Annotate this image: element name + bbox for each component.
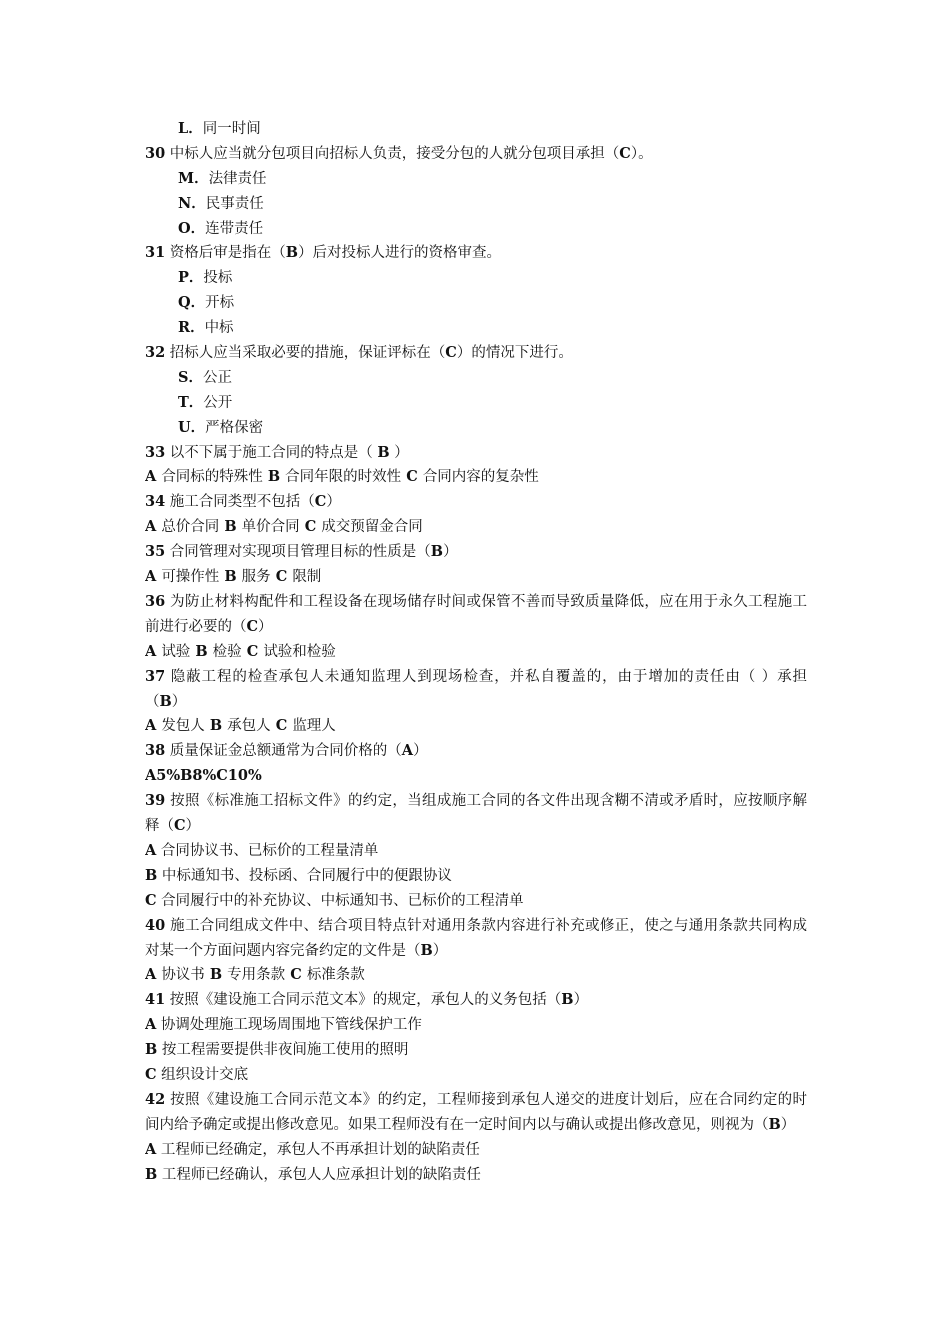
question-line — [145, 142, 807, 167]
choice-text: 成交预留金合同 — [321, 519, 423, 536]
choice-key: B — [219, 518, 242, 536]
choice-key: B — [145, 1041, 158, 1059]
question-line — [145, 540, 807, 565]
choice-key: C — [285, 966, 307, 984]
choice-key: C — [270, 568, 293, 586]
question-text: 按照《建设施工合同示范文本》的规定，承包人的义务包括（ — [169, 992, 562, 1009]
choice-key: A — [145, 642, 162, 660]
question-text: 为防止材料构配件和工程设备在现场储存时间或保管不善而导致质量降低，应在用于永久工程施工前进行必要的（ — [145, 593, 808, 635]
answer-letter: C — [174, 817, 186, 835]
choices-line — [145, 515, 807, 540]
choice-text: A5%B8%C10% — [145, 767, 262, 785]
option-key: U — [178, 418, 191, 436]
question-line — [145, 1088, 807, 1138]
option-text: 公正 — [202, 369, 232, 386]
choice-key: C — [299, 518, 322, 536]
choice-text: 合同年限的时效性 — [285, 469, 402, 486]
choice-text: 按工程需要提供非夜间施工使用的照明 — [161, 1042, 409, 1059]
choice-text: 总价合同 — [161, 519, 220, 536]
choice-text: 承包人 — [227, 718, 271, 735]
option-key: N — [178, 194, 192, 212]
question-line — [145, 490, 807, 515]
question-text: 隐蔽工程的检查承包人未通知监理人到现场检查，并私自覆盖的，由于增加的责任由（ ）承担（ — [145, 668, 808, 710]
answer-letter: A — [401, 742, 414, 760]
choices-line — [145, 465, 807, 490]
choice-text: 工程师已经确认，承包人人应承担计划的缺陷责任 — [161, 1166, 481, 1183]
question-text-end: ） — [389, 444, 409, 461]
question-line — [145, 739, 807, 764]
question-line — [145, 590, 807, 640]
choice-text: 单价合同 — [241, 519, 300, 536]
option-text: 民事责任 — [205, 195, 264, 212]
answer-letter: B — [159, 692, 172, 710]
question-number: 39 — [145, 792, 166, 810]
question-number: 41 — [145, 991, 166, 1009]
question-number: 42 — [145, 1090, 166, 1108]
option-line — [145, 316, 807, 341]
option-key: M — [178, 169, 195, 187]
question-text-end: ） — [326, 494, 341, 511]
choices-line — [145, 565, 807, 590]
option-separator: ． — [190, 219, 206, 237]
choice-line — [145, 1038, 807, 1063]
option-line — [145, 291, 807, 316]
choices-line — [145, 963, 807, 988]
answer-letter: C — [246, 617, 259, 635]
option-separator: ． — [190, 294, 206, 312]
answer-letter: B — [430, 543, 444, 561]
question-line — [145, 914, 807, 964]
question-number: 38 — [145, 742, 166, 760]
choice-key: B — [204, 717, 228, 735]
question-list — [145, 117, 807, 1187]
choice-key: B — [204, 966, 228, 984]
choice-text: 试验 — [161, 643, 191, 660]
question-number: 40 — [145, 916, 166, 934]
question-number: 32 — [145, 344, 166, 362]
option-text: 开标 — [205, 295, 235, 312]
answer-letter: C — [619, 144, 631, 162]
choice-text: 试验和检验 — [263, 643, 336, 660]
question-text-end: ） — [443, 544, 458, 561]
choice-key: B — [190, 642, 213, 660]
choices-line — [145, 764, 807, 789]
choice-key: B — [145, 1165, 158, 1183]
question-text: 质量保证金总额通常为合同价格的（ — [169, 743, 402, 760]
option-text: 连带责任 — [205, 220, 264, 237]
choice-text: 合同内容的复杂性 — [422, 469, 539, 486]
question-text: 施工合同组成文件中、结合项目特点针对通用条款内容进行补充或修正，使之与通用条款共同构成对某一个方面问题内容完备约定的文件是（ — [145, 917, 808, 959]
choice-line — [145, 1013, 807, 1038]
option-line — [145, 192, 807, 217]
answer-letter: C — [445, 344, 457, 362]
choice-line — [145, 1063, 807, 1088]
choice-line — [145, 889, 807, 914]
question-text-end: ） — [780, 1116, 796, 1133]
question-line — [145, 665, 807, 715]
question-text: 资格后审是指在（ — [169, 245, 286, 262]
choice-text: 标准条款 — [306, 967, 365, 984]
option-line — [145, 167, 807, 192]
choices-line — [145, 714, 807, 739]
option-key: O — [178, 219, 191, 237]
option-line — [145, 117, 807, 142]
question-text: 合同管理对实现项目管理目标的性质是（ — [169, 544, 431, 561]
choices-line — [145, 640, 807, 665]
option-key: P — [178, 269, 189, 287]
choice-key: A — [145, 966, 162, 984]
option-line — [145, 416, 807, 441]
question-line — [145, 988, 807, 1013]
question-text-end: ） — [413, 743, 428, 760]
question-line — [145, 241, 807, 266]
question-number: 35 — [145, 543, 166, 561]
answer-letter: B — [420, 941, 433, 959]
option-key: S — [178, 368, 189, 386]
question-text: 施工合同类型不包括（ — [169, 494, 315, 511]
choice-key: B — [145, 866, 158, 884]
choice-text: 专用条款 — [227, 967, 286, 984]
choice-text: 合同协议书、已标价的工程量清单 — [160, 842, 379, 859]
option-separator: ． — [190, 418, 206, 436]
choice-key: B — [219, 568, 242, 586]
question-line — [145, 789, 807, 839]
choice-key: A — [145, 841, 157, 859]
choice-key: C — [145, 1065, 157, 1083]
question-number: 37 — [145, 667, 166, 685]
question-number: 36 — [145, 592, 166, 610]
option-text: 投标 — [203, 270, 233, 287]
choice-key: A — [145, 717, 162, 735]
question-text-end: ） — [258, 618, 273, 635]
choice-text: 可操作性 — [161, 569, 220, 586]
answer-letter: B — [768, 1115, 781, 1133]
question-text-end: ）。 — [630, 145, 653, 162]
option-key: T — [178, 393, 189, 411]
question-text-end: ） — [185, 818, 201, 835]
answer-letter: B — [561, 991, 574, 1009]
question-number: 30 — [145, 144, 166, 162]
answer-letter: B — [377, 443, 390, 461]
question-text: 招标人应当采取必要的措施，保证评标在（ — [169, 345, 446, 362]
choice-key: B — [262, 468, 286, 486]
choice-key: A — [145, 568, 162, 586]
choice-key: A — [145, 1016, 157, 1034]
option-line — [145, 391, 807, 416]
choice-line — [145, 1138, 807, 1163]
option-line — [145, 217, 807, 242]
question-text-end: ） — [573, 992, 589, 1009]
question-text: 按照《建设施工合同示范文本》的约定，工程师接到承包人递交的进度计划后，应在合同约定的时间内给予确定或提出修改意见。如果工程师没有在一定时间内以与确认或提出修改意见，则视为（ — [145, 1091, 808, 1133]
answer-letter: C — [314, 493, 327, 511]
question-line — [145, 341, 807, 366]
option-separator: ． — [191, 194, 206, 212]
question-text: 按照《标准施工招标文件》的约定，当组成施工合同的各文件出现含糊不清或矛盾时，应按顺序解释（ — [145, 793, 808, 835]
choice-key: C — [241, 642, 264, 660]
choice-key: C — [401, 468, 423, 486]
option-separator: ． — [188, 269, 204, 287]
option-text: 公开 — [203, 394, 233, 411]
choice-text: 限制 — [292, 569, 322, 586]
choice-text: 合同履行中的补充协议、中标通知书、已标价的工程清单 — [161, 892, 524, 909]
choice-text: 中标通知书、投标函、合同履行中的便跟协议 — [161, 867, 452, 884]
option-separator: ． — [188, 120, 203, 137]
question-number: 31 — [145, 244, 166, 262]
option-text: 中标 — [204, 320, 234, 337]
choice-key: C — [145, 891, 157, 909]
option-separator: ． — [188, 393, 204, 411]
answer-letter: B — [285, 244, 299, 262]
option-text: 法律责任 — [208, 170, 267, 187]
option-separator: ． — [194, 169, 209, 187]
choice-line — [145, 1163, 807, 1188]
choice-text: 协议书 — [161, 967, 205, 984]
choice-key: C — [270, 717, 293, 735]
option-separator: ． — [188, 368, 203, 386]
choice-text: 发包人 — [161, 718, 205, 735]
question-text: 以不下属于施工合同的特点是（ — [169, 444, 378, 461]
question-line — [145, 441, 807, 466]
choice-text: 协调处理施工现场周围地下管线保护工作 — [160, 1017, 422, 1034]
question-text-end: ）后对投标人进行的资格审查。 — [298, 245, 502, 262]
option-text: 同一时间 — [202, 121, 261, 137]
choice-text: 工程师已经确定，承包人不再承担计划的缺陷责任 — [160, 1141, 480, 1158]
option-line — [145, 366, 807, 391]
option-key: L — [178, 120, 189, 137]
choice-text: 服务 — [241, 569, 271, 586]
option-separator: ． — [190, 319, 205, 337]
choice-key: A — [145, 518, 162, 536]
choice-key: A — [145, 468, 162, 486]
question-text-end: ） — [171, 693, 187, 710]
choice-text: 检验 — [212, 643, 242, 660]
question-text-end: ）的情况下进行。 — [456, 345, 573, 362]
option-line — [145, 266, 807, 291]
question-text: 中标人应当就分包项目向招标人负责，接受分包的人就分包项目承担（ — [169, 145, 620, 162]
choice-key: A — [145, 1140, 157, 1158]
choice-text: 监理人 — [292, 718, 336, 735]
question-number: 34 — [145, 493, 166, 511]
question-number: 33 — [145, 443, 166, 461]
choice-line — [145, 839, 807, 864]
choice-text: 合同标的特殊性 — [161, 469, 263, 486]
option-key: Q — [178, 294, 191, 312]
option-text: 严格保密 — [205, 419, 264, 436]
option-key: R — [178, 319, 191, 337]
choice-line — [145, 864, 807, 889]
question-text-end: ） — [432, 942, 448, 959]
choice-text: 组织设计交底 — [161, 1066, 249, 1083]
